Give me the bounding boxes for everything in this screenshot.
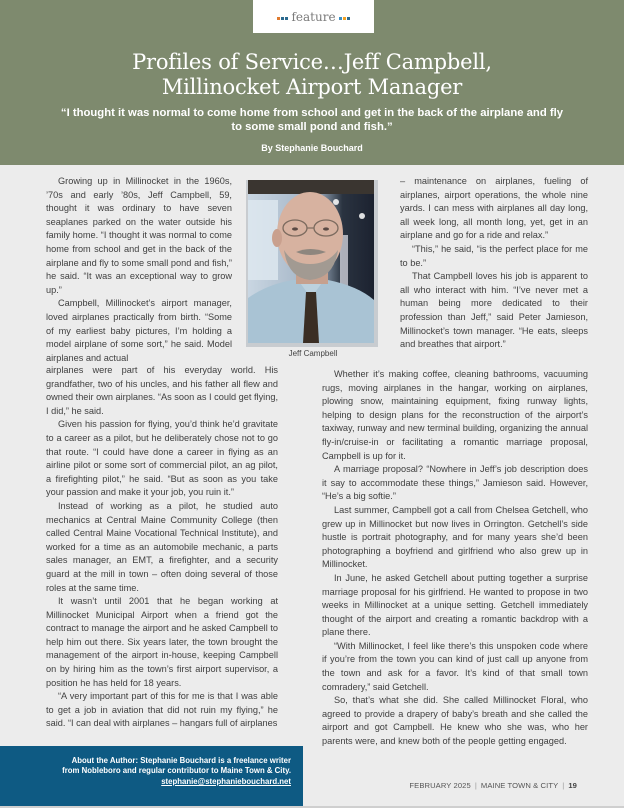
paragraph: Campbell, Millinocket’s airport manager, loved airplanes practically from birth. “Some of my earliest baby pictures, I’m holding a model airplane of some sort,” he said. Model airplanes and actual (46, 298, 232, 363)
paragraph: “This,” he said, “is the perfect place for me to be.” (400, 243, 588, 268)
about-the-author-box (0, 746, 303, 808)
paragraph: A marriage proposal? “Nowhere in Jeff’s job description does it say to accommodate these things,” Jamieson said. However, “He’s a big softie.” (322, 464, 588, 502)
author-bio-line-1: About the Author: Stephanie Bouchard is a freelance writer (71, 756, 291, 765)
paragraph: Whether it’s making coffee, cleaning bathrooms, vacuuming rugs, moving airplanes in the hangar, working on airplanes, plowing snow, maintaining equipment, fixing runway lights, helping to design plans for the reconstruction of the airport’s taxiway, runway and new terminal building, organizing the annual fly-in/cruise-in or facilitating a romantic marriage proposal, Campbell is up for it. (322, 369, 588, 461)
page-footer (405, 781, 577, 790)
decorative-dots-right-icon (339, 17, 350, 20)
author-bio-line-2: from Nobleboro and regular contributor to Maine Town & City. (62, 766, 291, 776)
portrait-illustration-icon (248, 180, 374, 343)
paragraph: Growing up in Millinocket in the 1960s, ’70s and early ’80s, Jeff Campbell, 59, thought it was ordinary to have seven seaplanes parked on the water outside his family home. “I thought it was normal to come home from school and get in the back of the airplane and fly to some small pond and fish,” he said. “It was an exceptional way to grow up.” (46, 176, 232, 295)
article-column-2-top (400, 175, 588, 352)
footer-separator: | (474, 781, 477, 790)
section-tab (253, 0, 374, 33)
paragraph: That Campbell loves his job is apparent to all who interact with him. “I’ve never met a human being more dedicated to their profession than Jeff,” said Peter Jamieson, Millinocket’s town manager. “He eats, sleeps and breathes that airport.” (400, 271, 588, 350)
article-column-2-bottom (322, 368, 588, 749)
title-line-1: Profiles of Service…Jeff Campbell, (132, 50, 492, 74)
paragraph: It wasn’t until 2001 that he began working at Millinocket Municipal Airport when a friend got the contract to manage the airport and he asked Campbell to help him out there. Six years later, the town brought the management of the airport in-house, keeping Campbell on by hiring him as the town’s first airport supervisor, a position he has held for 18 years. (46, 596, 278, 688)
paragraph: Instead of working as a pilot, he studied auto mechanics at Central Maine Community College (then called Central Maine Vocational Technical Institute), and worked for a time as an automobile mechanic, a parts sales manager, an EMT, a firefighter, and a security guard at the mill in town – often doing several of those roles at the same time. (46, 500, 278, 593)
article-column-1-bottom (46, 364, 278, 731)
article-column-1-top (46, 175, 232, 365)
byline: By Stephanie Bouchard (261, 143, 363, 153)
article-title (0, 50, 624, 100)
paragraph: In June, he asked Getchell about putting together a surprise marriage proposal for his girlfriend. He wanted to propose in two weeks in Millinocket at a unique setting. Getchell immediately thought of the airport and creating a romantic backdrop with a plane there. (322, 572, 588, 638)
decorative-dots-left-icon (277, 17, 288, 20)
page-number: 19 (568, 781, 577, 790)
paragraph: “A very important part of this for me is that I was able to get a job in aviation that did not ruin my flying,” he said. “I can deal with airplanes – hangars full of airplanes (46, 691, 278, 729)
pull-quote: “I thought it was normal to come home from school and get in the back of the airplane and fly to some small pond and fish.” (60, 107, 564, 133)
paragraph: – maintenance on airplanes, fueling of airplanes, airport operations, the whole nine yards. I can mess with airplanes all day long, all week long, all month long, yet, get in an airplane and go for a ride and relax.” (400, 176, 588, 241)
portrait-photo (248, 180, 374, 343)
issue-date: FEBRUARY 2025 (409, 781, 471, 790)
footer-separator: | (562, 781, 565, 790)
photo-caption: Jeff Campbell (288, 349, 338, 358)
title-line-2: Millinocket Airport Manager (161, 75, 463, 99)
paragraph: “With Millinocket, I feel like there’s this unspoken code where if you’re from the town you can kind of just call up anyone from the town and ask for a favor. It’s kind of that small town comradery,” said Getchell. (322, 640, 588, 692)
author-email-link[interactable]: stephanie@stephaniebouchard.net (161, 776, 291, 786)
header-banner (0, 0, 624, 165)
paragraph: So, that’s what she did. She called Millinocket Floral, who agreed to provide a drapery of baby’s breath and she called the airport and got Campbell. He knew who she was, who her parents were, and knew both of the people getting engaged. (322, 695, 588, 747)
paragraph: airplanes were part of his everyday world. His grandfather, two of his uncles, and his father all flew and owned their own airplanes. “As soon as I could get flying, I did,” he said. (46, 365, 278, 416)
paragraph: Last summer, Campbell got a call from Chelsea Getchell, who grew up in Millinocket but now lives in Orrington. Getchell’s side hustle is portrait photography, and for many years she’d been photographing a boyfriend and girlfriend who also grew up in Millinocket. (322, 504, 588, 570)
publication-name: MAINE TOWN & CITY (480, 781, 559, 790)
paragraph: Given his passion for flying, you’d think he’d gravitate to a career as a pilot, but he deliberately chose not to go that route. “I could have done a career in flying as an airline pilot or some sort of commercial pilot, an ag pilot, a firefighting pilot,” he said. “But as soon as you take your passion and make it your job, you ruin it.” (46, 419, 278, 498)
section-label: feature (291, 9, 336, 24)
